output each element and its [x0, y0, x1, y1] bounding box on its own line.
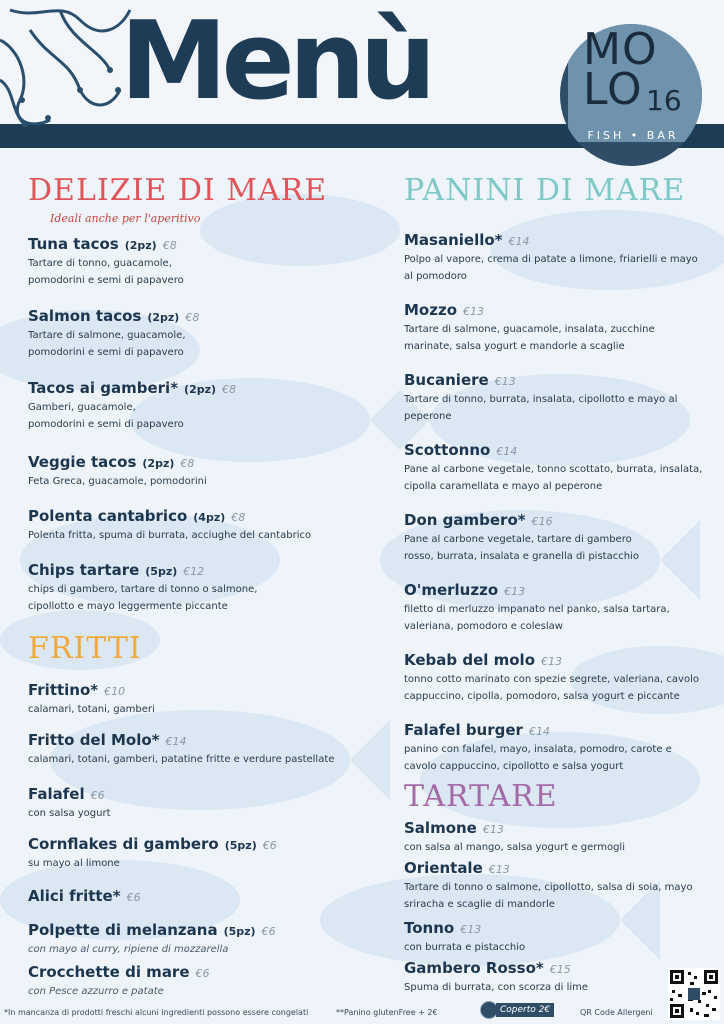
menu-item-salmone [404, 818, 625, 856]
item-name: Don gambero* [404, 511, 526, 529]
item-pieces: (5pz) [223, 925, 256, 938]
item-price: €8 [231, 511, 246, 524]
item-price: €8 [180, 457, 195, 470]
item-description: su mayo al limone [28, 858, 120, 869]
menu-item-scottonno [404, 440, 702, 495]
item-name: Masaniello* [404, 231, 503, 249]
menu-item-veggie-tacos [28, 452, 207, 490]
item-price: €14 [496, 445, 518, 458]
item-price: €13 [460, 923, 482, 936]
menu-item-polenta-cantabrico [28, 506, 311, 544]
item-price: €6 [90, 789, 105, 802]
item-description: marinate, salsa yogurt e mandorle a scaglie [404, 341, 625, 352]
menu-item-o-merluzzo [404, 580, 670, 635]
item-price: €6 [195, 967, 210, 980]
item-name: Tacos ai gamberi* [28, 379, 179, 397]
item-name: Polenta cantabrico [28, 507, 188, 525]
item-description: tonno cotto marinato con spezie segrete, valeriana, cavolo [404, 674, 699, 685]
item-price: €16 [531, 515, 553, 528]
item-description: rosso, burrata, insalata e granella di pistacchio [404, 551, 639, 562]
item-description: Spuma di burrata, con scorza di lime [404, 982, 589, 993]
footer-note-frozen: *In mancanza di prodotti freschi alcuni ingredienti possono essere congelati [4, 1008, 309, 1017]
item-description: filetto di merluzzo impanato nel panko, salsa tartara, [404, 604, 670, 615]
item-description: cavolo cappuccino, cipollotto e salsa yogurt [404, 761, 624, 772]
qr-code[interactable] [668, 968, 720, 1020]
menu-item-polpette-di-melanzana [28, 920, 276, 958]
item-pieces: (2pz) [184, 383, 217, 396]
item-price: €13 [541, 655, 563, 668]
item-pieces: (5pz) [224, 839, 257, 852]
item-name: Tuna tacos [28, 235, 119, 253]
menu-item-chips-tartare [28, 560, 257, 615]
item-name: Crocchette di mare [28, 963, 190, 981]
menu-item-don-gambero [404, 510, 639, 565]
item-description: Tartare di tonno, burrata, insalata, cipollotto e mayo al [404, 394, 678, 405]
menu-item-fritto-del-molo [28, 730, 334, 768]
menu-item-orientale [404, 858, 693, 913]
footer-note-glutenfree: **Panino glutenFree + 2€ [336, 1008, 438, 1017]
item-pieces: (2pz) [124, 239, 157, 252]
menu-item-gambero-rosso [404, 958, 588, 996]
logo-subtitle: FISH • BAR [587, 129, 679, 142]
section-title-panini: PANINI DI MARE [404, 173, 686, 208]
item-price: €6 [126, 891, 141, 904]
item-price: €13 [482, 823, 504, 836]
item-price: €6 [261, 925, 276, 938]
item-description: Tartare di tonno, guacamole, [28, 258, 172, 269]
item-price: €15 [549, 963, 571, 976]
item-description: Tartare di salmone, guacamole, [28, 330, 186, 341]
item-description: Tartare di tonno o salmone, cipollotto, salsa di soia, mayo [404, 882, 693, 893]
coperto-badge: Coperto 2€ [496, 1003, 554, 1017]
item-name: Scottonno [404, 441, 491, 459]
item-name: Polpette di melanzana [28, 921, 218, 939]
menu-item-salmon-tacos [28, 306, 199, 361]
item-description: chips di gambero, tartare di tonno o salmone, [28, 584, 258, 595]
item-description: peperone [404, 411, 452, 422]
item-description: cipollotto e mayo leggermente piccante [28, 601, 228, 612]
logo-number: 16 [646, 84, 682, 117]
item-description: con burrata e pistacchio [404, 942, 526, 953]
page-title: Menù [120, 0, 431, 124]
section-title-fritti: FRITTI [28, 631, 142, 666]
item-name: Falafel [28, 785, 85, 803]
menu-item-kebab-del-molo [404, 650, 699, 705]
item-name: Chips tartare [28, 561, 140, 579]
footer [0, 1000, 724, 1024]
footer-qr-label: QR Code Allergeni [580, 1008, 653, 1017]
menu-item-tacos-ai-gamberi [28, 378, 236, 433]
menu-item-crocchette-di-mare [28, 962, 210, 1000]
item-name: Salmon tacos [28, 307, 142, 325]
section-title-tartare: TARTARE [404, 779, 558, 814]
item-name: Alici fritte* [28, 887, 121, 905]
menu-item-tuna-tacos [28, 234, 184, 289]
item-description: Pane al carbone vegetale, tonno scottato, burrata, insalata, [404, 464, 703, 475]
item-name: Cornflakes di gambero [28, 835, 219, 853]
item-name: Salmone [404, 819, 477, 837]
item-pieces: (2pz) [142, 457, 175, 470]
item-name: O'merluzzo [404, 581, 499, 599]
item-pieces: (4pz) [193, 511, 226, 524]
item-name: Frittino* [28, 681, 99, 699]
item-price: €14 [528, 725, 550, 738]
item-price: €8 [162, 239, 177, 252]
menu-item-bucaniere [404, 370, 677, 425]
menu-item-falafel [28, 784, 111, 822]
menu-item-masaniello [404, 230, 698, 285]
item-price: €13 [463, 305, 484, 318]
item-name: Tonno [404, 919, 455, 937]
item-description: calamari, totani, gamberi [28, 704, 155, 715]
item-price: €13 [504, 585, 526, 598]
item-pieces: (5pz) [145, 565, 178, 578]
logo-line-1: MO [583, 24, 658, 75]
menu-item-tonno [404, 918, 525, 956]
menu-item-alici-fritte [28, 886, 141, 905]
menu-item-cornflakes-di-gambero [28, 834, 277, 872]
item-price: €14 [508, 235, 530, 248]
item-name: Gambero Rosso* [404, 959, 544, 977]
item-price: €13 [488, 863, 510, 876]
section-subtitle-delizie: Ideali anche per l'aperitivo [50, 212, 201, 225]
item-description: pomodorini e semi di papavero [28, 347, 184, 358]
item-description: Tartare di salmone, guacamole, insalata, zucchine [404, 324, 655, 335]
item-price: €8 [222, 383, 237, 396]
menu-item-falafel-burger [404, 720, 672, 775]
item-description: Feta Greca, guacamole, pomodorini [28, 476, 207, 487]
logo-line-2: LO [583, 64, 643, 115]
item-name: Veggie tacos [28, 453, 137, 471]
section-title-delizie: DELIZIE DI MARE [28, 173, 328, 208]
item-name: Falafel burger [404, 721, 523, 739]
item-description: Pane al carbone vegetale, tartare di gambero [404, 534, 632, 545]
item-description: calamari, totani, gamberi, patatine fritte e verdure pastellate [28, 754, 335, 765]
item-description: panino con falafel, mayo, insalata, pomodro, carote e [404, 744, 672, 755]
item-name: Kebab del molo [404, 651, 536, 669]
item-description: al pomodoro [404, 271, 467, 282]
item-name: Orientale [404, 859, 483, 877]
menu-item-frittino [28, 680, 155, 718]
item-name: Fritto del Molo* [28, 731, 160, 749]
menu-item-mozzo [404, 300, 655, 355]
octopus-illustration [0, 0, 140, 140]
item-name: Bucaniere [404, 371, 489, 389]
item-description: con mayo al curry, ripiene di mozzarella [28, 944, 229, 955]
item-description: con Pesce azzurro e patate [28, 986, 164, 997]
item-price: €8 [185, 311, 200, 324]
item-description: con salsa al mango, salsa yogurt e germogli [404, 842, 625, 853]
item-description: con salsa yogurt [28, 808, 111, 819]
item-description: pomodorini e semi di papavero [28, 275, 184, 286]
item-description: cipolla caramellata e mayo al peperone [404, 481, 603, 492]
item-description: Polpo al vapore, crema di patate a limone, friarielli e mayo [404, 254, 698, 265]
item-description: valeriana, pomodoro e coleslaw [404, 621, 563, 632]
item-description: pomodorini e semi di papavero [28, 419, 184, 430]
item-price: €13 [494, 375, 516, 388]
item-description: Polenta fritta, spuma di burrata, acciughe del cantabrico [28, 530, 312, 541]
item-price: €10 [104, 685, 126, 698]
item-price: €14 [165, 735, 187, 748]
item-pieces: (2pz) [147, 311, 180, 324]
item-description: Gamberi, guacamole, [28, 402, 136, 413]
item-description: cappuccino, cipolla, pomodoro, salsa yogurt e piccante [404, 691, 680, 702]
item-name: Mozzo [404, 301, 457, 319]
item-price: €12 [183, 565, 205, 578]
item-price: €6 [262, 839, 277, 852]
item-description: sriracha e scaglie di mandorle [404, 899, 555, 910]
